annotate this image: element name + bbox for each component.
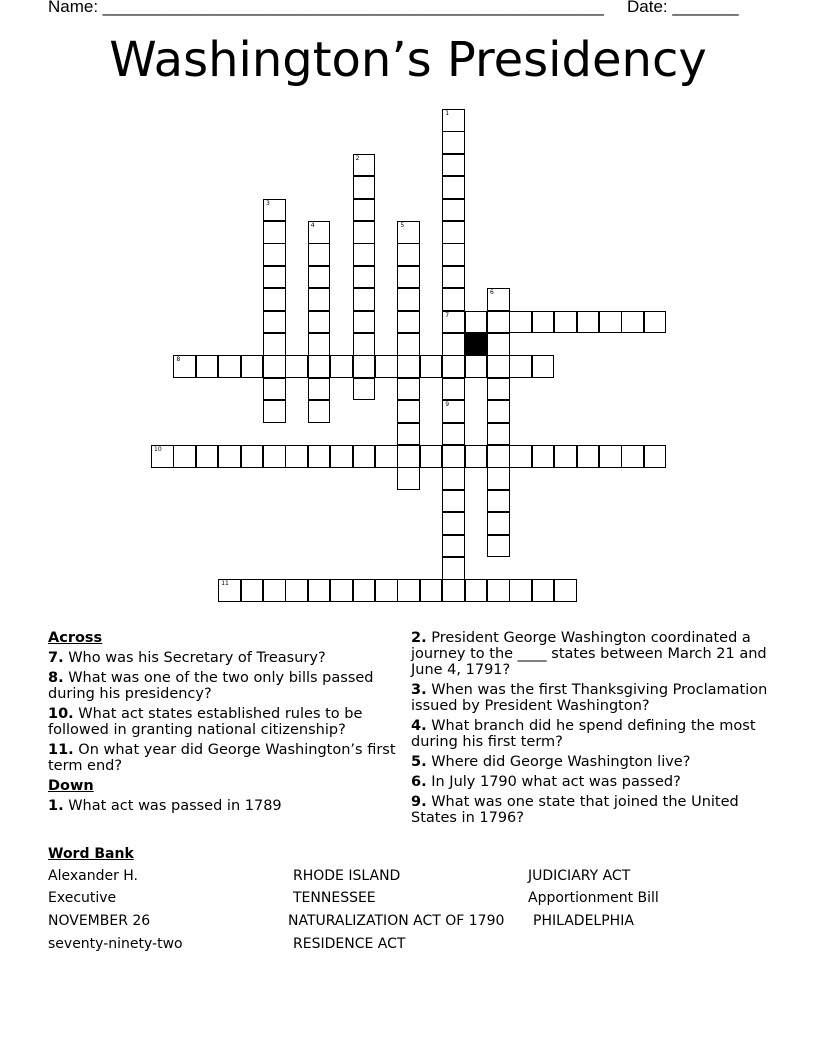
crossword-cell[interactable]	[353, 154, 376, 177]
crossword-cell[interactable]	[420, 355, 443, 378]
crossword-cell[interactable]	[308, 333, 331, 356]
crossword-cell[interactable]	[196, 355, 219, 378]
clue-number: 2.	[411, 630, 427, 646]
crossword-cell[interactable]	[397, 355, 420, 378]
clue-across-8	[48, 670, 398, 702]
word-bank-item: RESIDENCE ACT	[293, 936, 406, 952]
crossword-cell[interactable]	[353, 445, 376, 468]
crossword-cell[interactable]	[465, 579, 488, 602]
crossword-cell[interactable]	[353, 176, 376, 199]
crossword-cell[interactable]	[308, 579, 331, 602]
clue-text: What was one of the two only bills passed during his presidency?	[48, 670, 374, 702]
crossword-cell[interactable]	[487, 400, 510, 423]
word-bank-item: RHODE ISLAND	[293, 868, 401, 884]
crossword-cell[interactable]	[353, 378, 376, 401]
crossword-cell[interactable]	[218, 445, 241, 468]
word-bank-item: Executive	[48, 890, 117, 906]
date-field-label: Date: _______	[627, 0, 739, 16]
cell-number: 9	[445, 401, 450, 409]
clue-down-2	[411, 630, 771, 678]
page-title: Washington’s Presidency	[109, 32, 707, 88]
crossword-cell[interactable]	[353, 288, 376, 311]
crossword-cell[interactable]	[442, 288, 465, 311]
crossword-cell[interactable]	[308, 378, 331, 401]
word-bank-item: TENNESSEE	[293, 890, 376, 906]
crossword-cell[interactable]	[353, 243, 376, 266]
crossword-cell[interactable]	[397, 445, 420, 468]
crossword-cell[interactable]	[599, 445, 622, 468]
crossword-cell[interactable]	[397, 467, 420, 490]
crossword-cell[interactable]	[442, 579, 465, 602]
cell-number: 2	[355, 154, 360, 162]
crossword-cell[interactable]	[397, 266, 420, 289]
crossword-cell[interactable]	[375, 445, 398, 468]
crossword-cell[interactable]	[442, 400, 465, 423]
cell-number: 8	[176, 356, 181, 364]
crossword-cell[interactable]	[263, 400, 286, 423]
crossword-cell[interactable]	[442, 378, 465, 401]
crossword-cell[interactable]	[308, 221, 331, 244]
clue-text: Who was his Secretary of Treasury?	[68, 650, 326, 666]
crossword-cell[interactable]	[644, 311, 667, 334]
crossword-cell[interactable]	[308, 445, 331, 468]
crossword-cell[interactable]	[487, 288, 510, 311]
down-heading: Down	[48, 778, 94, 794]
clue-number: 11.	[48, 742, 74, 758]
word-bank-item: Alexander H.	[48, 868, 139, 884]
word-bank-item: NATURALIZATION ACT OF 1790	[288, 913, 505, 929]
clue-number: 4.	[411, 718, 427, 734]
crossword-cell[interactable]	[397, 378, 420, 401]
cell-number: 4	[310, 222, 315, 229]
crossword-cell[interactable]	[397, 311, 420, 334]
crossword-cell[interactable]	[465, 355, 488, 378]
crossword-cell[interactable]	[442, 109, 465, 132]
crossword-cell[interactable]	[554, 311, 577, 334]
crossword-cell[interactable]	[308, 311, 331, 334]
crossword-cell[interactable]	[173, 355, 196, 378]
crossword-cell[interactable]	[487, 535, 510, 558]
across-heading: Across	[48, 630, 103, 646]
cell-number: 3	[266, 199, 270, 207]
crossword-cell[interactable]	[577, 311, 600, 334]
clue-number: 5.	[411, 754, 427, 770]
crossword-cell[interactable]	[442, 311, 465, 334]
word-bank-item: Apportionment Bill	[528, 890, 659, 906]
crossword-cell[interactable]	[487, 579, 510, 602]
crossword-cell[interactable]	[263, 579, 286, 602]
crossword-cell[interactable]	[397, 400, 420, 423]
name-field-label: Name: _____________________________________________________	[48, 0, 604, 16]
crossword-cell[interactable]	[599, 311, 622, 334]
crossword-cell[interactable]	[263, 333, 286, 356]
crossword-cell[interactable]	[532, 311, 555, 334]
clue-across-10	[48, 706, 398, 738]
crossword-cell[interactable]	[442, 333, 465, 356]
clue-text: When was the first Thanksgiving Proclamation issued by President Washington?	[411, 682, 768, 714]
crossword-cell[interactable]	[263, 243, 286, 266]
crossword-cell[interactable]	[353, 333, 376, 356]
clue-across-11	[48, 742, 398, 774]
clue-number: 3.	[411, 682, 427, 698]
crossword-cell[interactable]	[285, 445, 308, 468]
clue-number: 7.	[48, 650, 64, 666]
crossword-cell[interactable]	[442, 445, 465, 468]
crossword-cell[interactable]	[353, 355, 376, 378]
crossword-cell[interactable]	[353, 579, 376, 602]
crossword-cell[interactable]	[487, 512, 510, 535]
crossword-cell[interactable]	[442, 490, 465, 513]
crossword-cell[interactable]	[263, 266, 286, 289]
crossword-cell[interactable]	[218, 579, 241, 602]
crossword-cell[interactable]	[397, 579, 420, 602]
crossword-cell[interactable]	[644, 445, 667, 468]
clue-text: What branch did he spend defining the most during his first term?	[411, 718, 756, 750]
crossword-cell[interactable]	[487, 445, 510, 468]
crossword-cell[interactable]	[554, 579, 577, 602]
clue-number: 8.	[48, 670, 64, 686]
crossword-cell[interactable]	[397, 221, 420, 244]
crossword-cell[interactable]	[487, 311, 510, 334]
crossword-cell[interactable]	[285, 355, 308, 378]
crossword-cell[interactable]	[375, 579, 398, 602]
crossword-cell[interactable]	[330, 355, 353, 378]
word-bank-title: Word Bank	[48, 846, 134, 862]
clue-text: What was one state that joined the United States in 1796?	[411, 794, 739, 826]
clues-left-column	[48, 630, 398, 818]
crossword-cell[interactable]	[577, 445, 600, 468]
crossword-cell[interactable]	[308, 355, 331, 378]
clue-text: What act states established rules to be followed in granting national citizenship?	[48, 706, 363, 738]
crossword-cell[interactable]	[487, 490, 510, 513]
clue-across-7	[48, 650, 398, 666]
crossword-cell[interactable]	[532, 579, 555, 602]
crossword-cell[interactable]	[442, 557, 465, 580]
cell-number: 5	[400, 222, 405, 229]
crossword-cell[interactable]	[263, 288, 286, 311]
crossword-cell[interactable]	[263, 378, 286, 401]
crossword-cell[interactable]	[330, 445, 353, 468]
crossword-cell[interactable]	[554, 445, 577, 468]
crossword-cell[interactable]	[442, 221, 465, 244]
word-bank-item: PHILADELPHIA	[533, 913, 634, 929]
crossword-cell[interactable]	[263, 311, 286, 334]
crossword-cell[interactable]	[308, 400, 331, 423]
cell-number: 1	[445, 110, 450, 117]
crossword-cell[interactable]	[285, 579, 308, 602]
clue-text: President George Washington coordinated a journey to the ____ states between March 21 and June 4, 1791?	[411, 630, 767, 678]
crossword-cell[interactable]	[353, 311, 376, 334]
crossword-cell[interactable]	[442, 176, 465, 199]
crossword-cell[interactable]	[509, 311, 532, 334]
word-bank-item: seventy-ninety-two	[48, 936, 183, 952]
crossword-cell[interactable]	[308, 243, 331, 266]
crossword-cell[interactable]	[509, 445, 532, 468]
clue-number: 1.	[48, 798, 64, 814]
crossword-cell[interactable]	[487, 355, 510, 378]
crossword-cell[interactable]	[442, 512, 465, 535]
crossword-cell[interactable]	[308, 266, 331, 289]
clue-number: 10.	[48, 706, 74, 722]
blocked-cell	[465, 333, 488, 356]
crossword-cell[interactable]	[442, 154, 465, 177]
crossword-cell[interactable]	[465, 445, 488, 468]
cell-number: 7	[445, 311, 450, 319]
crossword-cell[interactable]	[241, 355, 264, 378]
crossword-cell[interactable]	[151, 445, 174, 468]
crossword-cell[interactable]	[353, 199, 376, 222]
crossword-cell[interactable]	[509, 355, 532, 378]
crossword-cell[interactable]	[621, 445, 644, 468]
clue-down-6	[411, 774, 771, 790]
crossword-cell[interactable]	[241, 445, 264, 468]
crossword-cell[interactable]	[442, 535, 465, 558]
crossword-cell[interactable]	[196, 445, 219, 468]
crossword-cell[interactable]	[397, 243, 420, 266]
clue-text: In July 1790 what act was passed?	[431, 774, 681, 790]
crossword-cell[interactable]	[442, 243, 465, 266]
word-bank-item: NOVEMBER 26	[48, 913, 151, 929]
clue-down-4	[411, 718, 771, 750]
clue-down-1	[48, 798, 398, 814]
clue-text: On what year did George Washington’s first term end?	[48, 742, 396, 774]
crossword-cell[interactable]	[308, 288, 331, 311]
crossword-cell[interactable]	[509, 579, 532, 602]
crossword-cell[interactable]	[375, 355, 398, 378]
clue-text: Where did George Washington live?	[431, 754, 691, 770]
clue-text: What act was passed in 1789	[68, 798, 282, 814]
crossword-cell[interactable]	[487, 423, 510, 446]
crossword-cell[interactable]	[397, 423, 420, 446]
crossword-cell[interactable]	[442, 355, 465, 378]
crossword-cell[interactable]	[263, 355, 286, 378]
crossword-cell[interactable]	[420, 445, 443, 468]
cell-number: 11	[221, 580, 229, 588]
crossword-cell[interactable]	[465, 311, 488, 334]
crossword-cell[interactable]	[218, 355, 241, 378]
cell-number: 10	[154, 446, 162, 453]
crossword-cell[interactable]	[263, 221, 286, 244]
crossword-cell[interactable]	[397, 333, 420, 356]
cell-number: 6	[490, 289, 494, 297]
crossword-cell[interactable]	[442, 423, 465, 446]
crossword-cell[interactable]	[442, 266, 465, 289]
clue-down-3	[411, 682, 771, 714]
crossword-cell[interactable]	[442, 131, 465, 154]
crossword-cell[interactable]	[241, 579, 264, 602]
crossword-cell[interactable]	[621, 311, 644, 334]
crossword-cell[interactable]	[263, 445, 286, 468]
crossword-cell[interactable]	[353, 221, 376, 244]
crossword-cell[interactable]	[397, 288, 420, 311]
clue-number: 9.	[411, 794, 427, 810]
crossword-cell[interactable]	[487, 333, 510, 356]
crossword-cell[interactable]	[532, 445, 555, 468]
clue-number: 6.	[411, 774, 427, 790]
crossword-cell[interactable]	[487, 378, 510, 401]
clues-right-column	[411, 630, 771, 830]
crossword-cell[interactable]	[173, 445, 196, 468]
crossword-cell[interactable]	[263, 199, 286, 222]
crossword-cell[interactable]	[442, 199, 465, 222]
word-bank-item: JUDICIARY ACT	[528, 868, 631, 884]
crossword-cell[interactable]	[420, 579, 443, 602]
clue-down-5	[411, 754, 771, 770]
crossword-cell[interactable]	[442, 467, 465, 490]
crossword-cell[interactable]	[353, 266, 376, 289]
crossword-cell[interactable]	[532, 355, 555, 378]
crossword-cell[interactable]	[330, 579, 353, 602]
crossword-cell[interactable]	[487, 467, 510, 490]
clue-down-9	[411, 794, 771, 826]
